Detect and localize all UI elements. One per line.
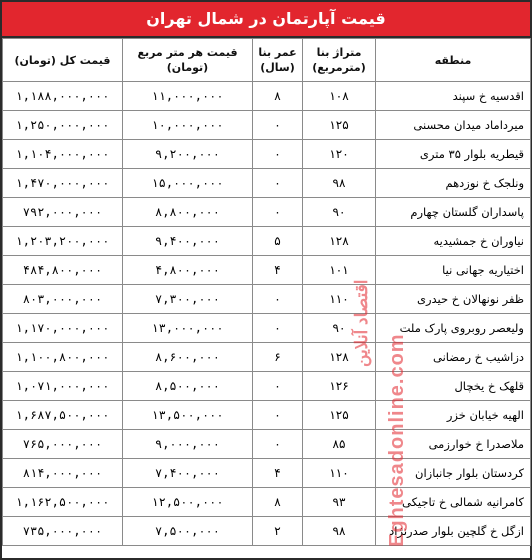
- cell-total-price: ۴۸۴,۸۰۰,۰۰۰: [3, 256, 123, 285]
- cell-size: ۱۲۵: [303, 401, 376, 430]
- cell-age: ۰: [253, 314, 303, 343]
- cell-total-price: ۱,۶۸۷,۵۰۰,۰۰۰: [3, 401, 123, 430]
- table-row: [3, 488, 531, 517]
- cell-area: ونلجک خ نوزدهم: [376, 169, 531, 198]
- cell-area: اقدسیه خ سپند: [376, 82, 531, 111]
- table-row: [3, 285, 531, 314]
- cell-area: نیاوران خ جمشیدیه: [376, 227, 531, 256]
- cell-area: پاسداران گلستان چهارم: [376, 198, 531, 227]
- cell-size: ۹۳: [303, 488, 376, 517]
- table-row: [3, 430, 531, 459]
- cell-total-price: ۱,۲۵۰,۰۰۰,۰۰۰: [3, 111, 123, 140]
- cell-area: ازگل خ گلچین بلوار صدرنژاد: [376, 517, 531, 546]
- cell-price-per-meter: ۹,۰۰۰,۰۰۰: [123, 430, 253, 459]
- apartment-price-table: [2, 38, 531, 546]
- cell-price-per-meter: ۸,۸۰۰,۰۰۰: [123, 198, 253, 227]
- cell-price-per-meter: ۹,۴۰۰,۰۰۰: [123, 227, 253, 256]
- cell-price-per-meter: ۷,۳۰۰,۰۰۰: [123, 285, 253, 314]
- page-title: قیمت آپارتمان در شمال تهران: [2, 2, 530, 38]
- cell-size: ۱۲۸: [303, 227, 376, 256]
- cell-age: ۸: [253, 488, 303, 517]
- cell-age: ۵: [253, 227, 303, 256]
- cell-size: ۱۲۰: [303, 140, 376, 169]
- cell-area: کامرانیه شمالی خ تاجیکی: [376, 488, 531, 517]
- cell-age: ۰: [253, 198, 303, 227]
- cell-total-price: ۱,۱۰۴,۰۰۰,۰۰۰: [3, 140, 123, 169]
- cell-area: ولیعصر روبروی پارک ملت: [376, 314, 531, 343]
- header-age: عمر بنا (سال): [253, 39, 303, 82]
- cell-price-per-meter: ۱۰,۰۰۰,۰۰۰: [123, 111, 253, 140]
- cell-age: ۸: [253, 82, 303, 111]
- watermark-persian: اقتصاد آنلاین: [352, 279, 371, 367]
- cell-price-per-meter: ۴,۸۰۰,۰۰۰: [123, 256, 253, 285]
- watermark-url: Eghtesadonline.com: [386, 333, 408, 547]
- table-row: [3, 140, 531, 169]
- cell-size: ۹۸: [303, 169, 376, 198]
- table-row: [3, 198, 531, 227]
- cell-age: ۰: [253, 111, 303, 140]
- cell-price-per-meter: ۱۳,۰۰۰,۰۰۰: [123, 314, 253, 343]
- table-body: [3, 82, 531, 546]
- cell-age: ۰: [253, 285, 303, 314]
- cell-total-price: ۷۳۵,۰۰۰,۰۰۰: [3, 517, 123, 546]
- cell-area: میرداماد میدان محسنی: [376, 111, 531, 140]
- header-size: متراژ بنا (مترمربع): [303, 39, 376, 82]
- cell-total-price: ۱,۱۸۸,۰۰۰,۰۰۰: [3, 82, 123, 111]
- cell-age: ۴: [253, 459, 303, 488]
- table-row: [3, 372, 531, 401]
- cell-size: ۸۵: [303, 430, 376, 459]
- cell-total-price: ۱,۱۷۰,۰۰۰,۰۰۰: [3, 314, 123, 343]
- table-row: [3, 111, 531, 140]
- cell-age: ۰: [253, 140, 303, 169]
- table-row: [3, 256, 531, 285]
- cell-area: الهیه خیابان خزر: [376, 401, 531, 430]
- cell-total-price: ۱,۴۷۰,۰۰۰,۰۰۰: [3, 169, 123, 198]
- cell-total-price: ۸۱۴,۰۰۰,۰۰۰: [3, 459, 123, 488]
- cell-area: ملاصدرا خ خوارزمی: [376, 430, 531, 459]
- table-row: [3, 169, 531, 198]
- cell-price-per-meter: ۷,۴۰۰,۰۰۰: [123, 459, 253, 488]
- cell-size: ۱۱۰: [303, 459, 376, 488]
- cell-area: ظفر نونهالان خ حیدری: [376, 285, 531, 314]
- header-price-per-meter: قیمت هر متر مربع (تومان): [123, 39, 253, 82]
- cell-total-price: ۷۹۲,۰۰۰,۰۰۰: [3, 198, 123, 227]
- cell-age: ۰: [253, 372, 303, 401]
- cell-size: ۱۰۱: [303, 256, 376, 285]
- cell-price-per-meter: ۸,۵۰۰,۰۰۰: [123, 372, 253, 401]
- cell-size: ۱۰۸: [303, 82, 376, 111]
- cell-age: ۶: [253, 343, 303, 372]
- cell-total-price: ۱,۱۶۲,۵۰۰,۰۰۰: [3, 488, 123, 517]
- cell-total-price: ۷۶۵,۰۰۰,۰۰۰: [3, 430, 123, 459]
- cell-age: ۲: [253, 517, 303, 546]
- cell-price-per-meter: ۷,۵۰۰,۰۰۰: [123, 517, 253, 546]
- cell-age: ۰: [253, 401, 303, 430]
- cell-size: ۱۲۶: [303, 372, 376, 401]
- cell-price-per-meter: ۱۵,۰۰۰,۰۰۰: [123, 169, 253, 198]
- table-row: [3, 459, 531, 488]
- cell-age: ۰: [253, 169, 303, 198]
- cell-age: ۴: [253, 256, 303, 285]
- cell-price-per-meter: ۹,۲۰۰,۰۰۰: [123, 140, 253, 169]
- table-row: [3, 227, 531, 256]
- cell-area: اختیاریه جهانی نیا: [376, 256, 531, 285]
- cell-area: کردستان بلوار جانبازان: [376, 459, 531, 488]
- cell-size: ۹۰: [303, 198, 376, 227]
- cell-size: ۱۱۰: [303, 285, 376, 314]
- cell-area: قیطریه بلوار ۳۵ متری: [376, 140, 531, 169]
- header-total-price: قیمت کل (تومان): [3, 39, 123, 82]
- table-row: [3, 314, 531, 343]
- table-row: [3, 401, 531, 430]
- table-row: [3, 82, 531, 111]
- cell-area: دزاشیب خ رمضانی: [376, 343, 531, 372]
- cell-price-per-meter: ۱۲,۵۰۰,۰۰۰: [123, 488, 253, 517]
- cell-total-price: ۸۰۳,۰۰۰,۰۰۰: [3, 285, 123, 314]
- table-header-row: [3, 39, 531, 82]
- cell-total-price: ۱,۲۰۳,۲۰۰,۰۰۰: [3, 227, 123, 256]
- header-area: منطقه: [376, 39, 531, 82]
- cell-price-per-meter: ۱۱,۰۰۰,۰۰۰: [123, 82, 253, 111]
- cell-area: قلهک خ یخچال: [376, 372, 531, 401]
- cell-size: ۱۲۵: [303, 111, 376, 140]
- table-row: [3, 517, 531, 546]
- cell-price-per-meter: ۸,۶۰۰,۰۰۰: [123, 343, 253, 372]
- cell-size: ۱۲۸: [303, 343, 376, 372]
- cell-price-per-meter: ۱۳,۵۰۰,۰۰۰: [123, 401, 253, 430]
- cell-size: ۹۸: [303, 517, 376, 546]
- cell-age: ۰: [253, 430, 303, 459]
- table-row: [3, 343, 531, 372]
- cell-total-price: ۱,۱۰۰,۸۰۰,۰۰۰: [3, 343, 123, 372]
- cell-total-price: ۱,۰۷۱,۰۰۰,۰۰۰: [3, 372, 123, 401]
- cell-size: ۹۰: [303, 314, 376, 343]
